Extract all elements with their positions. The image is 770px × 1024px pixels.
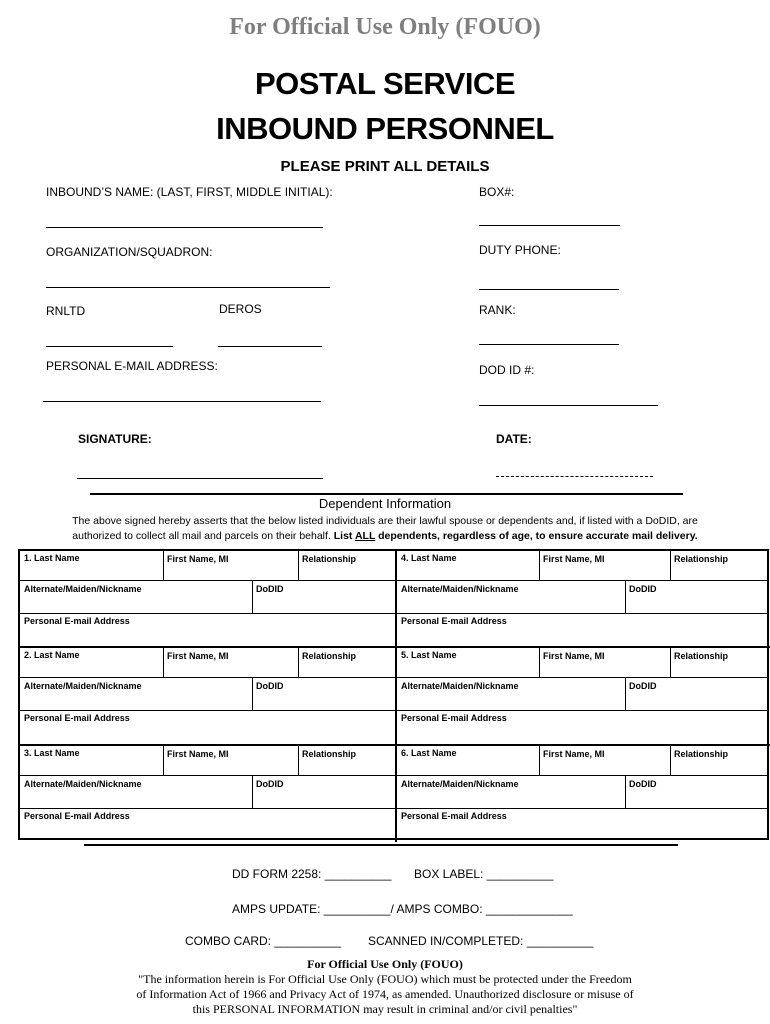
- dodid-cell[interactable]: DoDID: [629, 681, 657, 691]
- rank-line[interactable]: [479, 344, 619, 345]
- page-title-line2: INBOUND PERSONNEL: [216, 111, 554, 146]
- dependent-text-line1: The above signed hereby asserts that the below listed individuals are their lawful spouse or dependents and, if listed with a DoDID, are: [72, 515, 698, 527]
- alternate-name-cell[interactable]: Alternate/Maiden/Nickname: [401, 681, 519, 691]
- section-divider-bottom: [84, 844, 678, 846]
- dodid-label: DOD ID #:: [479, 363, 535, 377]
- first-name-cell[interactable]: First Name, MI: [543, 749, 605, 759]
- dependent-text-all: ALL: [354, 530, 376, 542]
- grid-line: [20, 646, 770, 648]
- duty-phone-line[interactable]: [479, 289, 619, 290]
- relationship-cell[interactable]: Relationship: [674, 554, 729, 564]
- section-divider-top: [90, 493, 683, 495]
- dependent-email-cell[interactable]: Personal E-mail Address: [401, 811, 507, 821]
- dependent-title: Dependent Information: [318, 496, 452, 511]
- duty-phone-label: DUTY PHONE:: [479, 243, 561, 257]
- footer-notice-line1: "The information herein is For Official Use Only (FOUO) which must be protected under the Freedom: [138, 972, 632, 986]
- box-line[interactable]: [479, 225, 620, 226]
- dependent-email-cell[interactable]: Personal E-mail Address: [401, 616, 507, 626]
- last-name-cell[interactable]: 5. Last Name: [401, 650, 457, 660]
- footer-notice-line3: this PERSONAL INFORMATION may result in criminal and/or civil penalties": [192, 1002, 578, 1016]
- dodid-cell[interactable]: DoDID: [629, 779, 657, 789]
- rank-label: RANK:: [479, 303, 516, 317]
- first-name-cell[interactable]: First Name, MI: [543, 554, 605, 564]
- first-name-cell[interactable]: First Name, MI: [167, 651, 229, 661]
- dependent-email-cell[interactable]: Personal E-mail Address: [24, 616, 130, 626]
- footer-fouo: For Official Use Only (FOUO): [307, 957, 463, 971]
- last-name-cell[interactable]: 6. Last Name: [401, 748, 457, 758]
- last-name-cell[interactable]: 2. Last Name: [24, 650, 80, 660]
- box-label-field[interactable]: BOX LABEL: __________: [414, 867, 554, 881]
- dependent-email-cell[interactable]: Personal E-mail Address: [24, 811, 130, 821]
- rnltd-line[interactable]: [46, 346, 173, 347]
- first-name-cell[interactable]: First Name, MI: [167, 554, 229, 564]
- dependent-text-line2: [20, 529, 750, 544]
- grid-line: [20, 580, 395, 581]
- page-subtitle: PLEASE PRINT ALL DETAILS: [280, 158, 490, 175]
- relationship-cell[interactable]: Relationship: [674, 651, 729, 661]
- dependent-text-bold-2: dependents, regardless of age, to ensure accurate mail delivery.: [375, 530, 698, 542]
- dependents-grid: [18, 549, 769, 840]
- dependent-text-bold: [334, 530, 698, 542]
- dependent-email-cell[interactable]: Personal E-mail Address: [24, 713, 130, 723]
- name-line[interactable]: [46, 227, 323, 228]
- dependent-text-bold-1: List: [333, 530, 355, 542]
- grid-line: [20, 677, 395, 678]
- grid-line: [397, 580, 769, 581]
- page-title-line1: POSTAL SERVICE: [254, 66, 515, 101]
- dodid-cell[interactable]: DoDID: [256, 584, 284, 594]
- relationship-cell[interactable]: Relationship: [302, 749, 357, 759]
- relationship-cell[interactable]: Relationship: [302, 651, 357, 661]
- first-name-cell[interactable]: First Name, MI: [543, 651, 605, 661]
- combo-card-field[interactable]: COMBO CARD: __________: [185, 934, 342, 948]
- dependent-email-cell[interactable]: Personal E-mail Address: [401, 713, 507, 723]
- alternate-name-cell[interactable]: Alternate/Maiden/Nickname: [401, 779, 519, 789]
- date-line[interactable]: [496, 476, 653, 477]
- scanned-field[interactable]: SCANNED IN/COMPLETED: __________: [368, 934, 594, 948]
- org-line[interactable]: [46, 287, 330, 288]
- grid-line: [20, 744, 770, 746]
- last-name-cell[interactable]: 3. Last Name: [24, 748, 80, 758]
- signature-label: SIGNATURE:: [78, 432, 152, 446]
- grid-line: [395, 551, 397, 842]
- signature-line[interactable]: [77, 478, 323, 479]
- header-fouo: For Official Use Only (FOUO): [229, 14, 541, 40]
- alternate-name-cell[interactable]: Alternate/Maiden/Nickname: [24, 681, 142, 691]
- last-name-cell[interactable]: 1. Last Name: [24, 553, 80, 563]
- alternate-name-cell[interactable]: Alternate/Maiden/Nickname: [24, 779, 142, 789]
- last-name-cell[interactable]: 4. Last Name: [401, 553, 457, 563]
- alternate-name-cell[interactable]: Alternate/Maiden/Nickname: [24, 584, 142, 594]
- first-name-cell[interactable]: First Name, MI: [167, 749, 229, 759]
- date-label: DATE:: [496, 432, 532, 446]
- email-label: PERSONAL E-MAIL ADDRESS:: [46, 359, 218, 373]
- amps-field[interactable]: AMPS UPDATE: __________/ AMPS COMBO: _____________: [232, 902, 573, 916]
- email-line[interactable]: [43, 401, 321, 402]
- box-label: BOX#:: [479, 185, 515, 199]
- dodid-cell[interactable]: DoDID: [256, 681, 284, 691]
- alternate-name-cell[interactable]: Alternate/Maiden/Nickname: [401, 584, 519, 594]
- dependent-text-plain: authorized to collect all mail and parcels on their behalf.: [72, 530, 334, 542]
- name-label: INBOUND’S NAME: (LAST, FIRST, MIDDLE INITIAL):: [46, 185, 333, 199]
- footer-notice: [100, 972, 670, 1017]
- org-label: ORGANIZATION/SQUADRON:: [46, 245, 213, 259]
- grid-line: [20, 775, 395, 776]
- rnltd-label: RNLTD: [46, 304, 86, 318]
- deros-line[interactable]: [218, 346, 322, 347]
- dd-form-field[interactable]: DD FORM 2258: __________: [232, 867, 392, 881]
- dodid-cell[interactable]: DoDID: [629, 584, 657, 594]
- relationship-cell[interactable]: Relationship: [674, 749, 729, 759]
- relationship-cell[interactable]: Relationship: [302, 554, 357, 564]
- grid-line: [397, 775, 769, 776]
- footer-notice-line2: of Information Act of 1966 and Privacy Act of 1974, as amended. Unauthorized disclosure or misuse of: [136, 987, 634, 1001]
- dodid-cell[interactable]: DoDID: [256, 779, 284, 789]
- dodid-line[interactable]: [479, 405, 658, 406]
- grid-line: [397, 677, 769, 678]
- deros-label: DEROS: [219, 302, 262, 316]
